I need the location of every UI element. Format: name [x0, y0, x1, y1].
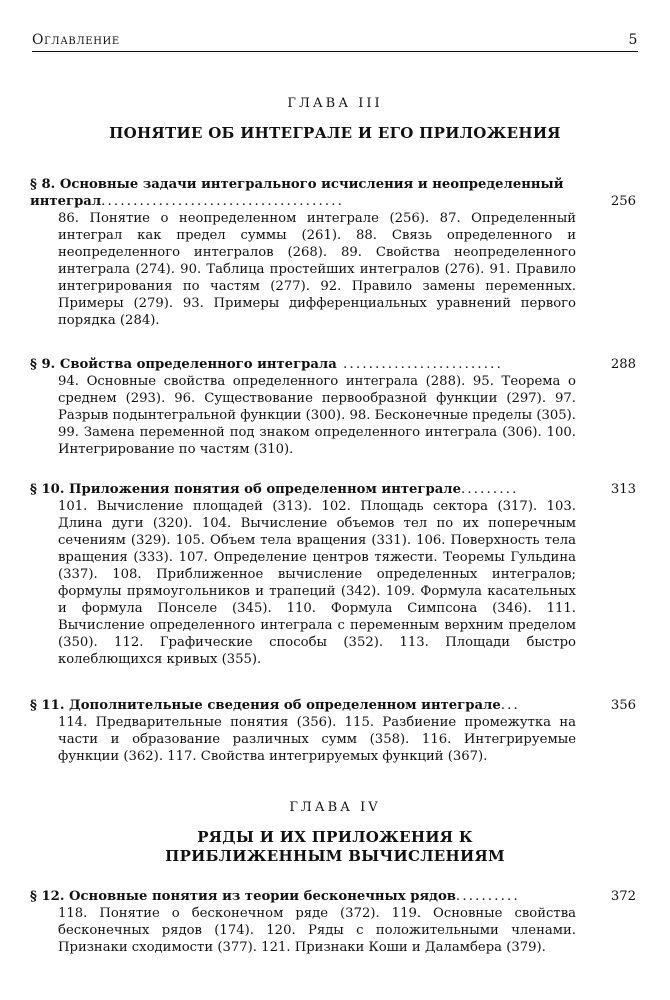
section-page-number: 256 [610, 194, 636, 209]
toc-section [30, 888, 636, 956]
chapter-title: РЯДЫ И ИХ ПРИЛОЖЕНИЯ К ПРИБЛИЖЕННЫМ ВЫЧИСЛЕНИЯМ [165, 828, 505, 865]
section-items: 118. Понятие о бесконечном ряде (372). 119. Основные свойства бесконечных рядов (174). 120. Ряды с положительными членами. Признаки сходимости (377). 121. Признаки Коши и Даламбера (379). [58, 906, 576, 955]
running-header [32, 32, 638, 52]
section-heading-text: § 9. Свойства определенного интеграла [30, 357, 337, 372]
leader-dots: ... [500, 698, 520, 713]
section-heading-text: § 8. Основные задачи интегрального исчисления и неопределенный интеграл [30, 177, 564, 209]
section-heading[interactable] [30, 356, 636, 373]
section-heading-text: § 10. Приложения понятия об определенном интеграле [30, 482, 461, 497]
toc-section [30, 176, 636, 329]
leader-dots: ......... [460, 482, 519, 497]
toc-section [30, 481, 636, 668]
leader-dots: .......... [455, 889, 520, 904]
header-page-number: 5 [628, 32, 638, 48]
chapter-label: ГЛАВА III [287, 96, 383, 111]
section-heading-text: § 11. Дополнительные сведения об определенном интеграле [30, 698, 501, 713]
section-items: 101. Вычисление площадей (313). 102. Площадь сектора (317). 103. Длина дуги (320). 104. Вычисление объемов тел по их поперечным сечениям (329). 105. Объем тела вращения (331). 106. Поверхность тела вращения (333). 107. Определение центров тяжести. Теоремы Гульдина (337). 108. Приближенное вычисление определенных интегралов; формулы прямоугольников и трапеций (342). 109. Формула касательных и формула Понселе (345). 110. Формула Симпсона (346). 111. Вычисление определенного интеграла с переменным верхним пределом (350). 112. Графические способы (352). 113. Площади быстро колеблющихся кривых (355). [58, 499, 576, 667]
section-items: 114. Предварительные понятия (356). 115. Разбиение промежутка на части и образование различных сумм (358). 116. Интегрируемые функции (362). 117. Свойства интегрируемых функций (367). [58, 715, 576, 764]
section-page-number: 288 [610, 357, 636, 372]
section-heading[interactable] [30, 481, 636, 498]
header-title: Оглавление [32, 32, 120, 48]
chapter-title: ПОНЯТИЕ ОБ ИНТЕГРАЛЕ И ЕГО ПРИЛОЖЕНИЯ [109, 124, 561, 142]
leader-dots: ...................................... [101, 194, 345, 209]
section-heading[interactable] [30, 697, 636, 714]
section-items: 94. Основные свойства определенного интеграла (288). 95. Теорема о среднем (293). 96. Существование первообразной функции (297). 97. Разрыв подынтегральной функции (300). 98. Бесконечные пределы (305). 99. Замена переменной под знаком определенного интеграла (306). 100. Интегрирование по частям (310). [58, 374, 576, 457]
leader-dots: ......................... [336, 357, 503, 372]
toc-section [30, 697, 636, 765]
section-page-number: 356 [610, 698, 636, 713]
section-heading[interactable] [30, 176, 636, 210]
section-heading[interactable] [30, 888, 636, 905]
section-page-number: 313 [610, 482, 636, 497]
section-items: 86. Понятие о неопределенном интеграле (256). 87. Определенный интеграл как предел суммы (261). 88. Связь определенного и неопределенного интегралов (268). 89. Свойства неопределенного интеграла (274). 90. Таблица простейших интегралов (276). 91. Правило интегрирования по частям (277). 92. Правило замены переменных. Примеры (279). 93. Примеры дифференциальных уравнений первого порядка (284). [58, 211, 576, 328]
toc-section [30, 356, 636, 458]
section-page-number: 372 [610, 889, 636, 904]
section-heading-text: § 12. Основные понятия из теории бесконечных рядов [30, 889, 456, 904]
chapter-label: ГЛАВА IV [289, 800, 381, 815]
